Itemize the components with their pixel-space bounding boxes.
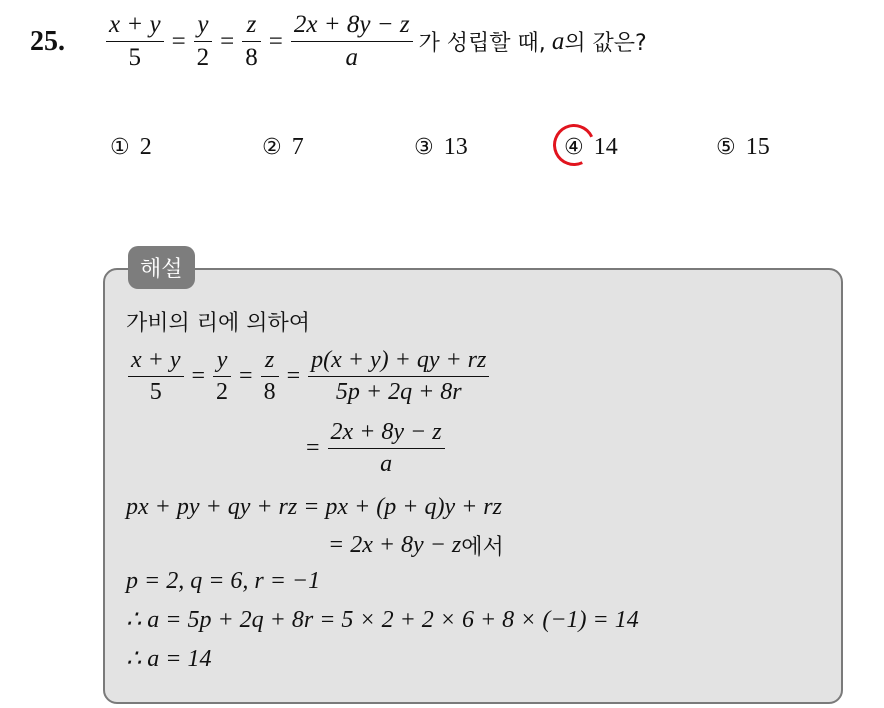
answer-circle-icon <box>547 118 601 172</box>
solution-fraction-3 <box>261 348 279 405</box>
choice-1[interactable] <box>110 134 152 161</box>
fraction-denominator: a <box>380 451 393 478</box>
choice-2[interactable] <box>262 134 304 161</box>
fraction-denominator: 2 <box>216 379 229 406</box>
solution-line-5-math: = 2x + 8y − z <box>328 532 462 558</box>
solution-line-4: px + py + qy + rz = px + (p + q)y + rz <box>126 494 502 520</box>
solution-line-7: ∴ a = 5p + 2q + 8r = 5 × 2 + 2 × 6 + 8 × (−1) = 14 <box>126 607 639 633</box>
solution-line-3 <box>300 420 447 477</box>
equals-sign: = <box>306 435 320 462</box>
fraction-numerator: 2x + 8y − z <box>291 12 413 42</box>
fraction-numerator: x + y <box>106 12 164 42</box>
solution-tag: 해설 <box>128 246 195 289</box>
fraction-numerator: x + y <box>128 348 184 377</box>
choice-marker: ⑤ <box>716 135 736 160</box>
solution-fraction-5 <box>328 420 445 477</box>
question-fraction-3 <box>242 12 261 72</box>
solution-line-1: 가비의 리에 의하여 <box>126 311 311 336</box>
question-text-before: 가 성립할 때, <box>418 31 546 57</box>
question-number: 25. <box>30 26 65 57</box>
solution-line-8: ∴ a = 14 <box>126 646 212 672</box>
choice-value: 2 <box>139 134 152 160</box>
choice-value: 7 <box>291 134 304 160</box>
question-fraction-2 <box>194 12 213 72</box>
choice-marker: ① <box>110 135 130 160</box>
fraction-denominator: 5 <box>128 44 142 72</box>
fraction-denominator: 8 <box>245 44 258 72</box>
question-fraction-4 <box>291 12 413 72</box>
solution-line-2 <box>126 348 491 405</box>
fraction-numerator: z <box>261 348 279 377</box>
solution-fraction-1 <box>128 348 184 405</box>
equals-sign: = <box>268 27 283 55</box>
solution-fraction-2 <box>213 348 231 405</box>
choice-value: 14 <box>593 134 618 160</box>
solution-fraction-4 <box>308 348 489 405</box>
solution-line-5-text: 에서 <box>461 535 504 560</box>
fraction-numerator: 2x + 8y − z <box>328 420 445 449</box>
choice-value: 15 <box>745 134 770 160</box>
choice-marker: ④ <box>564 135 584 160</box>
fraction-denominator: 5p + 2q + 8r <box>335 379 462 406</box>
fraction-denominator: 8 <box>263 379 276 406</box>
solution-line-5 <box>328 530 504 561</box>
choice-marker: ③ <box>414 135 434 160</box>
question-variable: a <box>551 27 565 55</box>
equals-sign: = <box>171 27 186 55</box>
choice-value: 13 <box>443 134 468 160</box>
question-text-after: 의 값은? <box>564 31 647 57</box>
equals-sign: = <box>191 363 206 390</box>
equals-sign: = <box>239 363 253 390</box>
equals-sign: = <box>220 27 235 55</box>
fraction-denominator: 2 <box>196 44 210 72</box>
fraction-numerator: y <box>194 12 213 42</box>
fraction-denominator: 5 <box>149 379 162 406</box>
fraction-numerator: p(x + y) + qy + rz <box>308 348 489 377</box>
fraction-denominator: a <box>345 44 358 72</box>
fraction-numerator: z <box>242 12 261 42</box>
equals-sign: = <box>286 363 301 390</box>
choice-5[interactable] <box>716 134 770 161</box>
fraction-numerator: y <box>213 348 231 377</box>
choice-3[interactable] <box>414 134 468 161</box>
solution-line-6: p = 2, q = 6, r = −1 <box>126 568 321 594</box>
question-statement <box>104 12 647 72</box>
choice-marker: ② <box>262 135 282 160</box>
question-fraction-1 <box>106 12 164 72</box>
